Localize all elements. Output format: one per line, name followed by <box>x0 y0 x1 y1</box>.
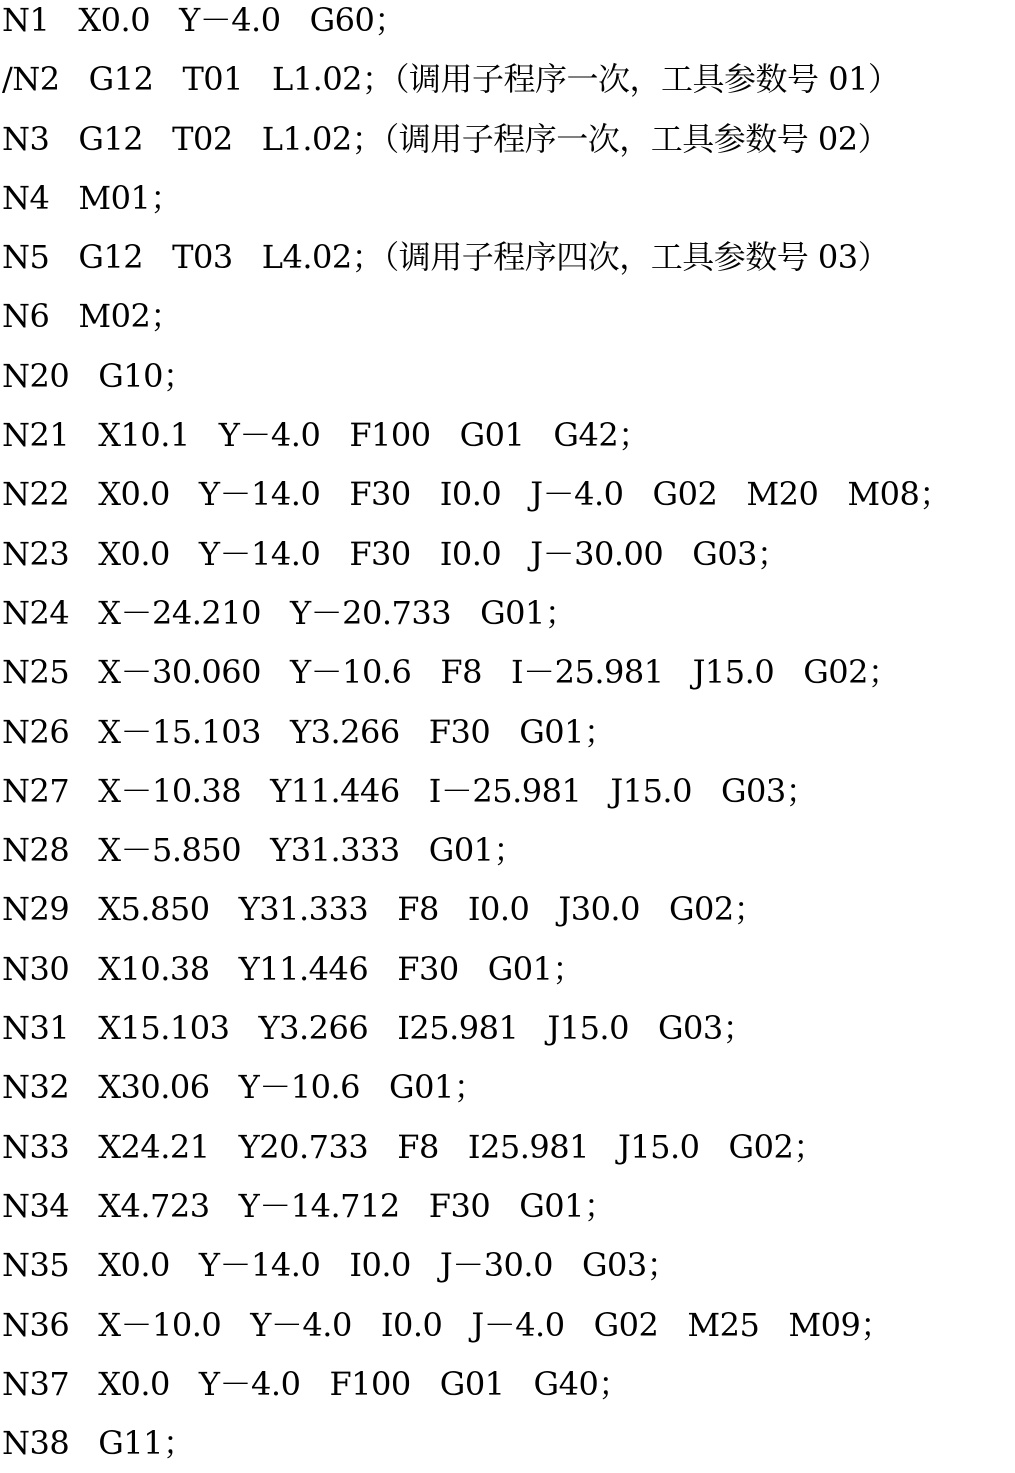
program-line-n2: /N2 G12 T01 L1.02；（调用子程序一次，工具参数号 01） <box>2 60 900 99</box>
program-line-n27: N27 X－10.38 Y11.446 I－25.981 J15.0 G03； <box>2 771 818 810</box>
program-line-n22: N22 X0.0 Y－14.0 F30 I0.0 J－4.0 G02 M20 M08； <box>2 475 951 514</box>
program-line-n31: N31 X15.103 Y3.266 I25.981 J15.0 G03； <box>2 1009 755 1048</box>
program-line-n36: N36 X－10.0 Y－4.0 I0.0 J－4.0 G02 M25 M09； <box>2 1305 892 1344</box>
program-line-n25: N25 X－30.060 Y－10.6 F8 I－25.981 J15.0 G02； <box>2 653 900 692</box>
program-line-n20: N20 G10； <box>2 356 195 395</box>
program-line-n38: N38 G11； <box>2 1424 195 1463</box>
program-line-n23: N23 X0.0 Y－14.0 F30 I0.0 J－30.00 G03； <box>2 534 789 573</box>
program-line-n1: N1 X0.0 Y－4.0 G60； <box>2 1 406 39</box>
program-line-n5: N5 G12 T03 L4.02；（调用子程序四次，工具参数号 03） <box>2 238 890 277</box>
program-line-n24: N24 X－24.210 Y－20.733 G01； <box>2 593 577 632</box>
program-line-n6: N6 M02； <box>2 297 182 336</box>
program-line-n35: N35 X0.0 Y－14.0 I0.0 J－30.0 G03； <box>2 1246 679 1285</box>
program-line-n3: N3 G12 T02 L1.02；（调用子程序一次，工具参数号 02） <box>2 119 890 158</box>
program-line-n28: N28 X－5.850 Y31.333 G01； <box>2 831 526 870</box>
program-line-n33: N33 X24.21 Y20.733 F8 I25.981 J15.0 G02； <box>2 1127 825 1166</box>
program-line-n4: N4 M01； <box>2 178 182 217</box>
program-line-n29: N29 X5.850 Y31.333 F8 I0.0 J30.0 G02； <box>2 890 766 929</box>
nc-program-listing <box>2 0 1015 1473</box>
program-line-n32: N32 X30.06 Y－10.6 G01； <box>2 1068 486 1107</box>
program-line-n30: N30 X10.38 Y11.446 F30 G01； <box>2 949 584 988</box>
program-line-n21: N21 X10.1 Y－4.0 F100 G01 G42； <box>2 416 650 455</box>
program-line-n37: N37 X0.0 Y－4.0 F100 G01 G40； <box>2 1364 630 1403</box>
program-line-n26: N26 X－15.103 Y3.266 F30 G01； <box>2 712 616 751</box>
program-line-n34: N34 X4.723 Y－14.712 F30 G01； <box>2 1186 616 1225</box>
